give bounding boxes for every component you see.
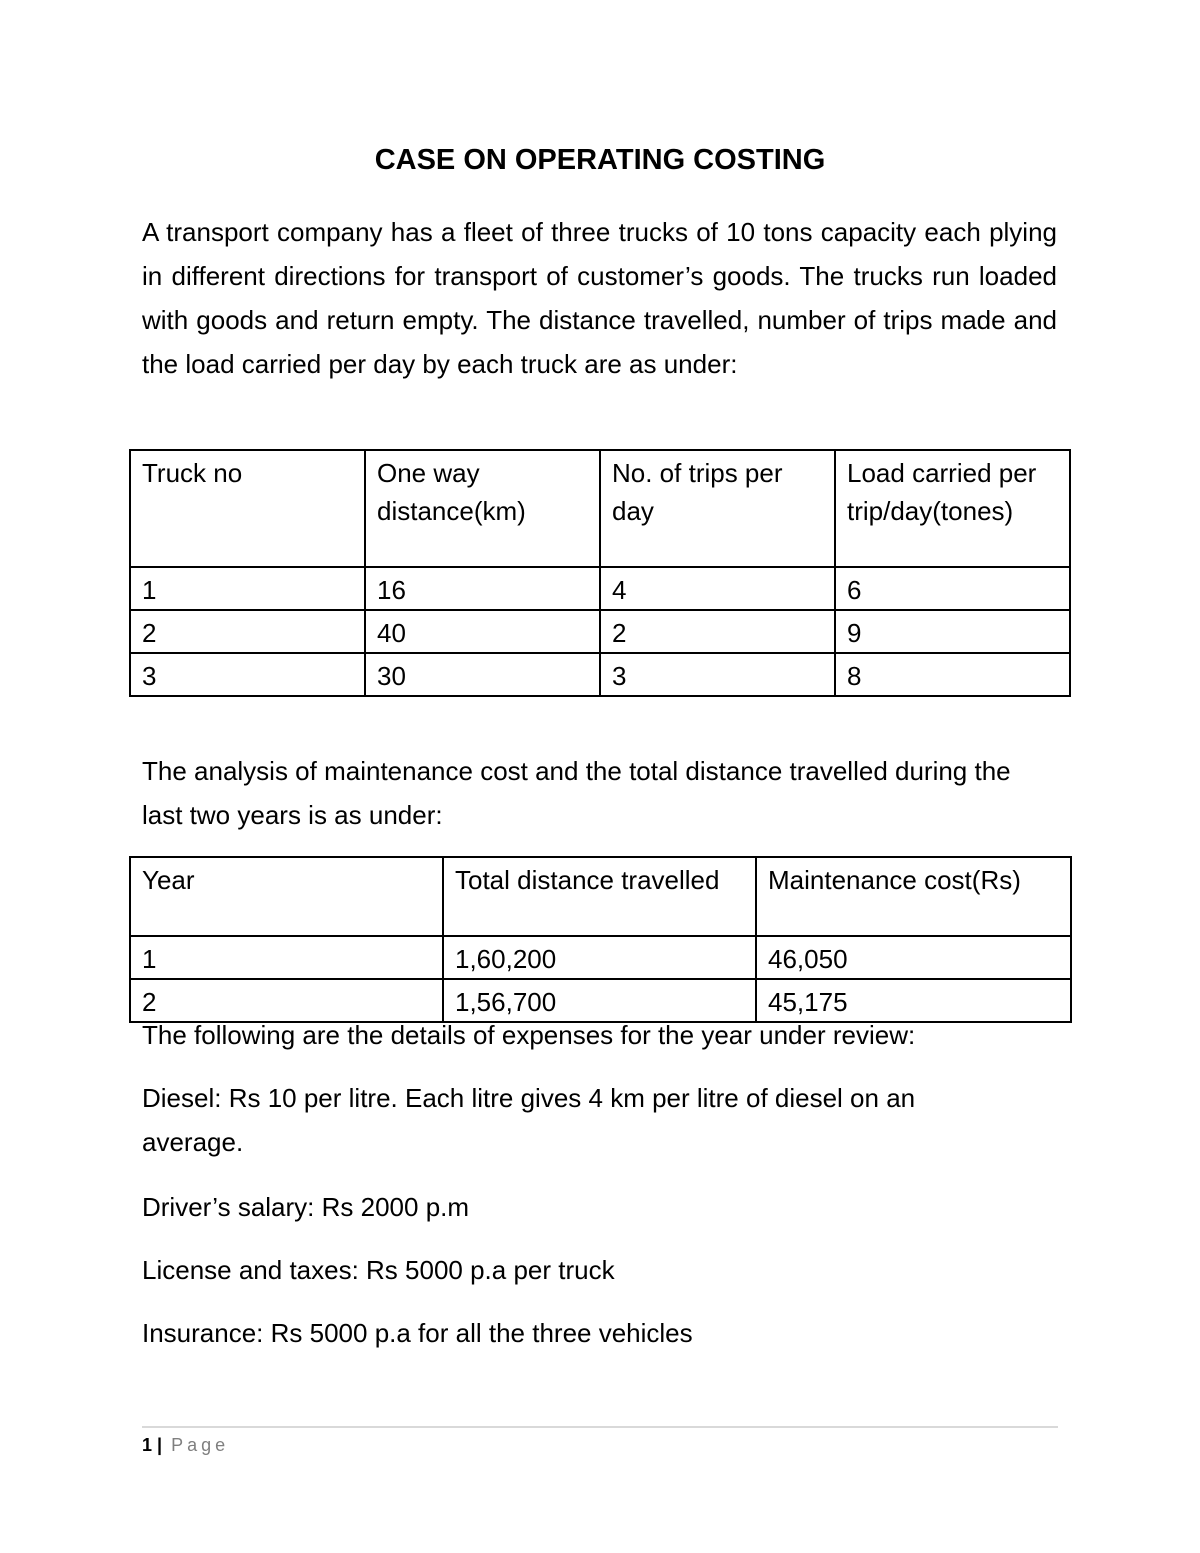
table-cell: 46,050: [756, 936, 1071, 979]
table-cell: 1,56,700: [443, 979, 756, 1022]
expense-insurance: Insurance: Rs 5000 p.a for all the three vehicles: [142, 1318, 693, 1348]
table-header-row: [130, 857, 1071, 936]
document-title: CASE ON OPERATING COSTING: [374, 144, 826, 176]
header-cell: No. of trips per day: [600, 450, 835, 567]
table-row: [130, 567, 1070, 610]
header-cell: Maintenance cost(Rs): [756, 857, 1071, 936]
expense-diesel: Diesel: Rs 10 per litre. Each litre gives 4 km per litre of diesel on an average.: [142, 1083, 916, 1157]
maintenance-table: [129, 856, 1072, 1023]
table-cell: 9: [835, 610, 1070, 653]
footer-divider: [142, 1426, 1058, 1428]
expense-license-taxes: License and taxes: Rs 5000 p.a per truck: [142, 1255, 615, 1285]
table-header-row: [130, 450, 1070, 567]
table-cell: 1: [130, 567, 365, 610]
header-cell: One way distance(km): [365, 450, 600, 567]
expense-driver-salary: Driver’s salary: Rs 2000 p.m: [142, 1192, 470, 1222]
table-cell: 2: [130, 979, 443, 1022]
table-cell: 6: [835, 567, 1070, 610]
table-cell: 3: [130, 653, 365, 696]
header-cell: Load carried per trip/day(tones): [835, 450, 1070, 567]
table-cell: 2: [130, 610, 365, 653]
page-footer: [142, 1433, 229, 1457]
page-number: 1: [142, 1435, 153, 1455]
table-cell: 2: [600, 610, 835, 653]
table-cell: 1,60,200: [443, 936, 756, 979]
table-cell: 30: [365, 653, 600, 696]
maintenance-intro-paragraph: The analysis of maintenance cost and the total distance travelled during the last two years is as under:: [142, 756, 1011, 830]
table-cell: 1: [130, 936, 443, 979]
intro-paragraph: A transport company has a fleet of three trucks of 10 tons capacity each plying in different directions for transport of customer’s goods. The trucks run loaded with goods and return empty. The distance travelled, number of trips made and the load carried per day by each truck are as under:: [142, 217, 1057, 379]
expenses-intro-paragraph: The following are the details of expenses for the year under review:: [142, 1020, 916, 1050]
table-cell: 16: [365, 567, 600, 610]
header-cell: Total distance travelled: [443, 857, 756, 936]
header-cell: Truck no: [130, 450, 365, 567]
table-cell: 45,175: [756, 979, 1071, 1022]
table-row: [130, 936, 1071, 979]
footer-separator: |: [157, 1435, 163, 1455]
table-cell: 3: [600, 653, 835, 696]
page-label: Page: [171, 1435, 230, 1455]
table-cell: 4: [600, 567, 835, 610]
trucks-table: [129, 449, 1071, 697]
table-row: [130, 653, 1070, 696]
header-cell: Year: [130, 857, 443, 936]
table-row: [130, 610, 1070, 653]
table-cell: 8: [835, 653, 1070, 696]
table-cell: 40: [365, 610, 600, 653]
